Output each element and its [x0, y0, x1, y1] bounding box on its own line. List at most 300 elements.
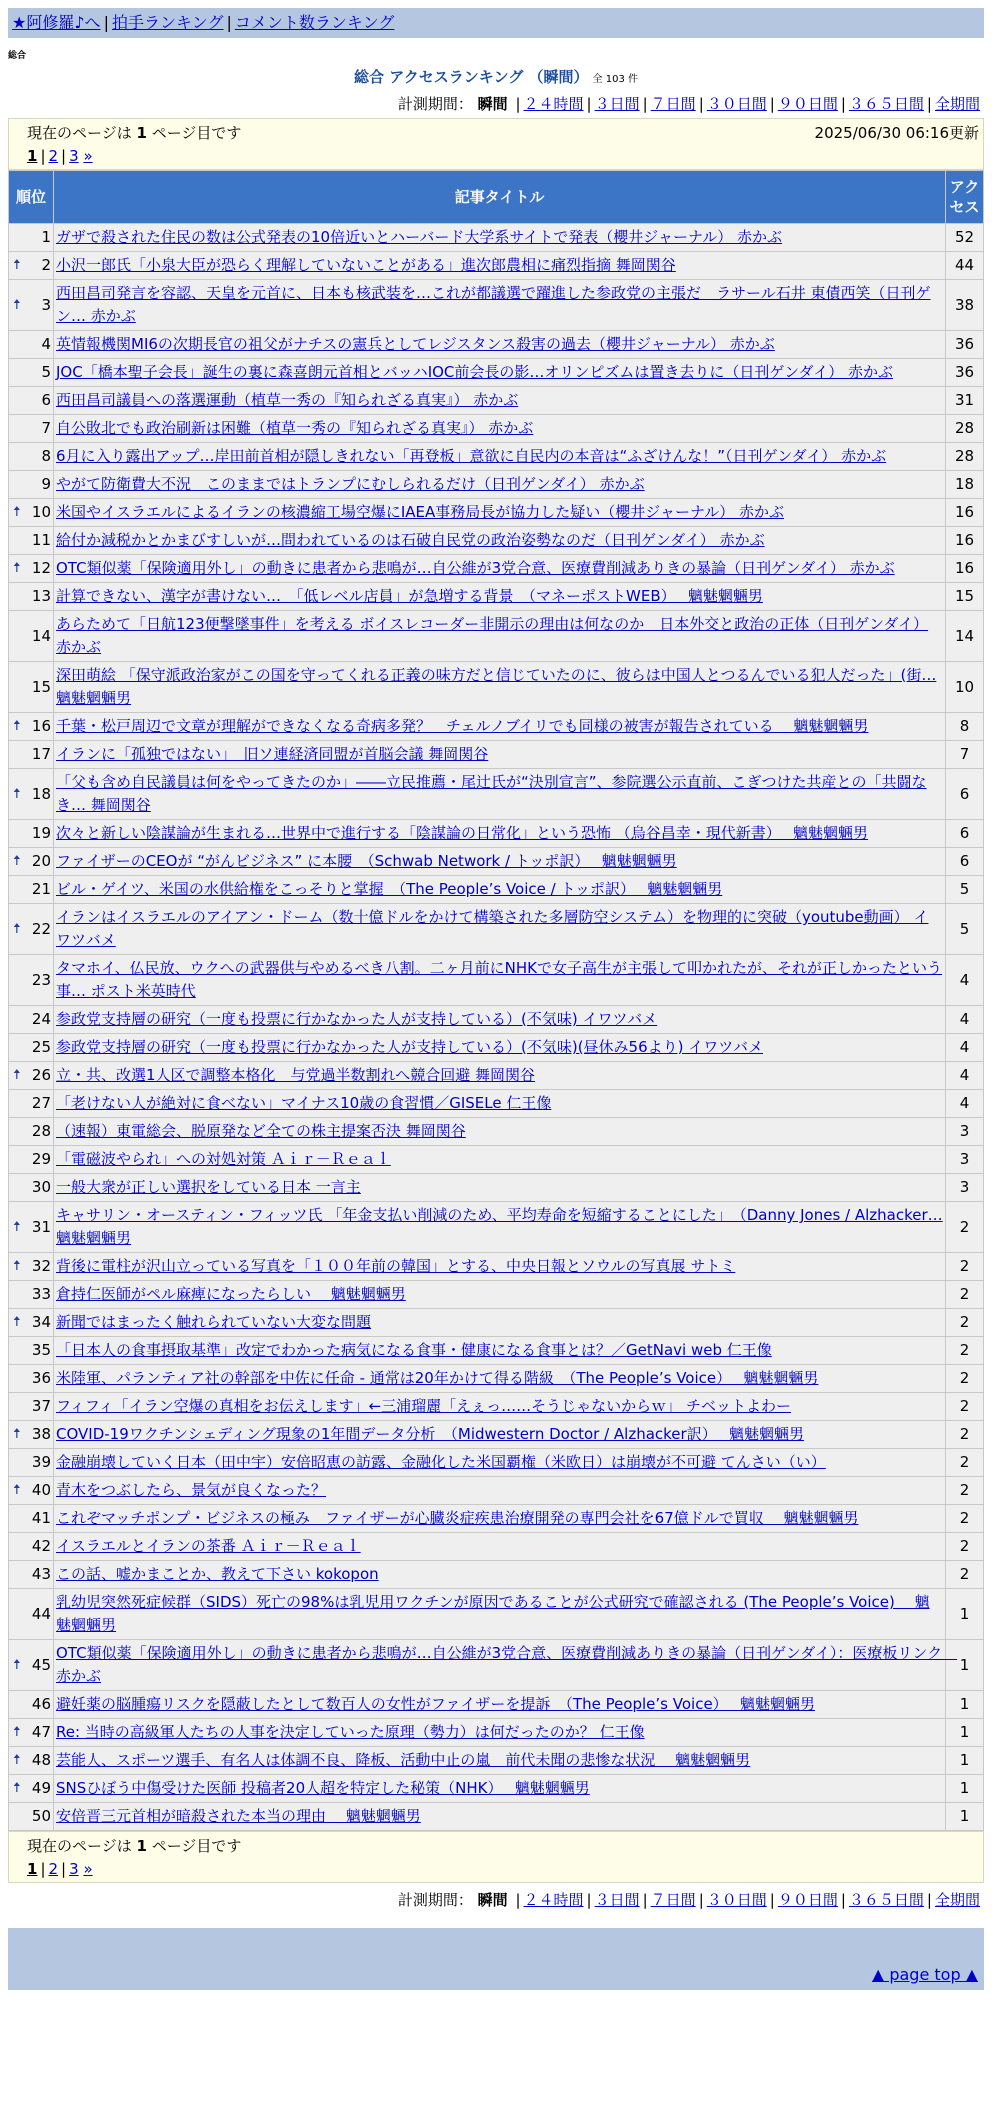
- access-count: 14: [946, 611, 984, 662]
- rank-cell: [9, 1477, 54, 1505]
- rank-cell: [9, 1803, 54, 1831]
- page-top-link[interactable]: ▲ page top ▲: [871, 1965, 978, 1984]
- page-status-panel-top: [8, 118, 984, 170]
- period-option-link[interactable]: ３日間: [594, 1891, 640, 1909]
- article-title-link[interactable]: COVID-19ワクチンシェディング現象の1年間データ分析 （Midwestern Doctor / Alzhacker訳） 魑魅魍魎男: [56, 1425, 804, 1443]
- period-separator: |: [642, 1891, 648, 1909]
- access-count: 2: [946, 1393, 984, 1421]
- article-title-link[interactable]: タマホイ、仏民放、ウクへの武器供与やめるべき八割。二ヶ月前にNHKで女子高生が主張して叩かれたが、それが正しかったという事… ポスト米英時代: [56, 959, 942, 1000]
- rank-cell: [9, 1449, 54, 1477]
- access-count: 1: [946, 1691, 984, 1719]
- article-title-link[interactable]: 金融崩壊していく日本（田中宇）安倍昭恵の訪露、金融化した米国覇権（米欧日）は崩壊が不可避 てんさい（い）: [56, 1453, 826, 1471]
- rank-cell: [9, 443, 54, 471]
- rank-cell: [9, 1118, 54, 1146]
- period-label-bottom: 計測期間：: [397, 1891, 473, 1909]
- article-title-link[interactable]: フィフィ「イラン空爆の真相をお伝えします」←三浦瑠麗「えぇっ……そうじゃないからｗ」 チベットよわー: [56, 1397, 791, 1415]
- access-count: 1: [946, 1747, 984, 1775]
- access-count: 6: [946, 848, 984, 876]
- period-option-link[interactable]: ９０日間: [777, 95, 838, 113]
- rank-up-arrow-icon: 🠅: [13, 1724, 21, 1740]
- rank-cell: [9, 471, 54, 499]
- period-separator: |: [926, 95, 932, 113]
- rank-up-arrow-icon: 🠅: [13, 853, 21, 869]
- access-count: 6: [946, 820, 984, 848]
- article-title-link[interactable]: イスラエルとイランの茶番 Ａｉｒ－Ｒｅａｌ: [56, 1537, 361, 1555]
- rank-number: 12: [31, 559, 51, 577]
- article-title-link[interactable]: 背後に電柱が沢山立っている写真を「１００年前の韓国」とする、中央日報とソウルの写真展 サトミ: [56, 1257, 736, 1275]
- article-title-link[interactable]: 千葉・松戸周辺で文章が理解ができなくなる奇病多発？ チェルノブイリでも同様の被害が報告されている 魑魅魍魎男: [56, 717, 869, 735]
- top-nav-bar: ★阿修羅♪へ | 拍手ランキング | コメント数ランキング: [8, 8, 984, 38]
- rank-number: 1: [41, 228, 51, 246]
- table-row: [9, 527, 984, 555]
- access-count: 2: [946, 1202, 984, 1253]
- rank-number: 33: [31, 1285, 51, 1303]
- article-title-link[interactable]: 英情報機関MI6の次期長官の祖父がナチスの憲兵としてレジスタンス殺害の過去（櫻井ジャーナル） 赤かぶ: [56, 335, 775, 353]
- rank-up-arrow-icon: 🠅: [13, 1067, 21, 1083]
- table-row: [9, 1691, 984, 1719]
- rank-number: 13: [31, 587, 51, 605]
- table-row: [9, 1393, 984, 1421]
- title-cell: [54, 415, 946, 443]
- article-title-link[interactable]: 小沢一郎氏「小泉大臣が恐らく理解していないことがある」進次郎農相に痛烈指摘 舞岡関谷: [56, 256, 676, 274]
- access-count: 31: [946, 387, 984, 415]
- period-option-link[interactable]: ２４時間: [523, 1891, 584, 1909]
- title-cell: [54, 387, 946, 415]
- rank-number: 28: [31, 1122, 51, 1140]
- title-cell: [54, 1146, 946, 1174]
- article-title-link[interactable]: 安倍晋三元首相が暗殺された本当の理由 魑魅魍魎男: [56, 1807, 421, 1825]
- article-title-link[interactable]: 新聞ではまったく触れられていない大変な問題: [56, 1313, 372, 1331]
- article-title-link[interactable]: 乳幼児突然死症候群（SIDS）死亡の98%は乳児用ワクチンが原因であることが公式研究で確認される (The People’s Voice) 魑魅魍魎男: [56, 1593, 930, 1634]
- rank-number: 8: [41, 447, 51, 465]
- rank-up-arrow-icon: 🠅: [13, 920, 21, 937]
- table-row: [9, 848, 984, 876]
- article-title-link[interactable]: イランはイスラエルのアイアン・ドーム（数十億ドルをかけて構築された多層防空システム）を物理的に突破（youtube動画） イワツバメ: [56, 908, 929, 949]
- article-title-link[interactable]: JOC「橋本聖子会長」誕生の裏に森喜朗元首相とバッハIOC前会長の影…オリンピズムは置き去りに（日刊ゲンダイ） 赤かぶ: [56, 363, 893, 381]
- rank-number: 47: [31, 1723, 51, 1741]
- period-option-link[interactable]: ３６５日間: [848, 1891, 924, 1909]
- table-row: [9, 471, 984, 499]
- rank-number: 35: [31, 1341, 51, 1359]
- rank-cell: [9, 955, 54, 1006]
- rank-cell: [9, 1589, 54, 1640]
- rank-cell: [9, 611, 54, 662]
- rank-cell: [9, 1421, 54, 1449]
- rank-cell: [9, 583, 54, 611]
- rank-number: 31: [31, 1217, 51, 1236]
- period-option-link[interactable]: ９０日間: [777, 1891, 838, 1909]
- rank-number: 48: [31, 1751, 51, 1769]
- table-row: [9, 1090, 984, 1118]
- access-count: 4: [946, 955, 984, 1006]
- access-count: 2: [946, 1421, 984, 1449]
- article-title-link[interactable]: OTC類似薬「保険適用外し」の動きに患者から悲鳴が…自公維が3党合意、医療費削減ありきの暴論（日刊ゲンダイ） 赤かぶ: [56, 559, 895, 577]
- period-option-link[interactable]: ３日間: [594, 95, 640, 113]
- title-cell: [54, 1589, 946, 1640]
- rank-cell: [9, 1174, 54, 1202]
- rank-number: 20: [31, 852, 51, 870]
- rank-number: 3: [41, 295, 51, 314]
- access-count: 10: [946, 662, 984, 713]
- article-title-link[interactable]: イランに「孤独ではない」 旧ソ連経済同盟が首脳会議 舞岡関谷: [56, 745, 489, 763]
- title-cell: [54, 1090, 946, 1118]
- title-cell: [54, 1533, 946, 1561]
- title-cell: [54, 611, 946, 662]
- table-row: [9, 499, 984, 527]
- access-count: 5: [946, 876, 984, 904]
- access-count: 18: [946, 471, 984, 499]
- article-title-link[interactable]: 計算できない、漢字が書けない… 「低レベル店員」が急増する背景 （マネーポストWEB） 魑魅魍魎男: [56, 587, 763, 605]
- table-row: [9, 224, 984, 252]
- period-option-link[interactable]: ７日間: [650, 95, 696, 113]
- period-option-link[interactable]: ３０日間: [706, 1891, 767, 1909]
- pager-separator: |: [40, 147, 46, 165]
- article-title-link[interactable]: 避妊薬の脳腫瘍リスクを隠蔽したとして数百人の女性がファイザーを提訴 （The People’s Voice） 魑魅魍魎男: [56, 1695, 815, 1713]
- rank-number: 32: [31, 1257, 51, 1275]
- period-selector-top: [0, 93, 980, 114]
- rank-cell: [9, 1309, 54, 1337]
- header-title: 記事タイトル: [54, 171, 946, 224]
- period-option-link[interactable]: ７日間: [650, 1891, 696, 1909]
- footer-bar: [8, 1928, 984, 1960]
- ranking-title-text: 総合 アクセスランキング （瞬間）: [354, 68, 589, 86]
- article-title-link[interactable]: 深田萌絵 「保守派政治家がこの国を守ってくれる正義の味方だと信じていたのに、彼らは中国人とつるんでいる犯人だった」(街… 魑魅魍魎男: [56, 666, 937, 707]
- access-count: 3: [946, 1174, 984, 1202]
- rank-cell: [9, 252, 54, 280]
- access-count: 2: [946, 1337, 984, 1365]
- rank-up-arrow-icon: 🠅: [13, 1426, 21, 1442]
- rank-cell: [9, 1034, 54, 1062]
- rank-cell: [9, 555, 54, 583]
- rank-number: 44: [31, 1604, 51, 1623]
- table-row: [9, 555, 984, 583]
- table-row: [9, 1775, 984, 1803]
- article-title-link[interactable]: 次々と新しい陰謀論が生まれる…世界中で進行する「陰謀論の日常化」という恐怖 （烏谷昌幸・現代新書） 魑魅魍魎男: [56, 824, 869, 842]
- home-link[interactable]: ★阿修羅♪へ: [12, 13, 101, 32]
- title-cell: [54, 1449, 946, 1477]
- rank-cell: [9, 1393, 54, 1421]
- rank-up-arrow-icon: 🠅: [13, 1656, 21, 1673]
- rank-cell: [9, 741, 54, 769]
- rank-cell: [9, 527, 54, 555]
- rank-cell: [9, 1691, 54, 1719]
- access-count: 16: [946, 499, 984, 527]
- pager-top: [27, 147, 977, 165]
- table-row: [9, 904, 984, 955]
- table-row: [9, 1449, 984, 1477]
- title-cell: [54, 1640, 958, 1691]
- period-separator: |: [515, 95, 521, 113]
- table-row: [9, 331, 984, 359]
- period-separator: |: [840, 1891, 846, 1909]
- access-count: 7: [946, 741, 984, 769]
- title-cell: [54, 1421, 946, 1449]
- page-status-number-bottom: 1: [136, 1837, 147, 1855]
- article-title-link[interactable]: 一般大衆が正しい選択をしている日本 一言主: [56, 1178, 361, 1196]
- rank-cell: [9, 1640, 54, 1691]
- table-row: [9, 387, 984, 415]
- table-row: [9, 1118, 984, 1146]
- ranking-table: [8, 170, 984, 1831]
- article-title-link[interactable]: キャサリン・オースティン・フィッツ氏 「年金支払い削減のため、平均寿命を短縮することにした」 （Danny Jones / Alzhacker… 魑魅魍魎男: [56, 1206, 943, 1247]
- period-option-link[interactable]: 全期間: [934, 95, 980, 113]
- rank-cell: [9, 820, 54, 848]
- rank-cell: [9, 1006, 54, 1034]
- table-row: [9, 1719, 984, 1747]
- article-title-link[interactable]: Re: 当時の高級軍人たちの人事を決定していった原理（勢力）は何だったのか？ 仁王像: [56, 1723, 645, 1741]
- table-row: [9, 955, 984, 1006]
- rank-cell: [9, 1365, 54, 1393]
- table-row: [9, 1202, 984, 1253]
- table-row: [9, 1365, 984, 1393]
- period-separator: |: [698, 95, 704, 113]
- rank-number: 46: [31, 1695, 51, 1713]
- article-title-link[interactable]: この話、嘘かまことか、教えて下さい kokopon: [56, 1565, 379, 1583]
- page-status-bottom: [27, 1835, 977, 1856]
- page-status-prefix-bottom: 現在のページは: [27, 1837, 137, 1855]
- rank-cell: [9, 1281, 54, 1309]
- period-selector-bottom: [0, 1889, 980, 1910]
- table-row: [9, 1589, 984, 1640]
- access-count: 2: [946, 1309, 984, 1337]
- article-title-link[interactable]: 6月に入り露出アップ…岸田前首相が隠しきれない「再登板」意欲に自民内の本音は“ふざけんな！”（日刊ゲンダイ） 赤かぶ: [56, 447, 887, 465]
- title-cell: [54, 443, 946, 471]
- article-title-link[interactable]: 芸能人、スポーツ選手、有名人は体調不良、降板、活動中止の嵐 前代未聞の悲惨な状況 魑魅魍魎男: [56, 1751, 751, 1769]
- rank-number: 50: [31, 1807, 51, 1825]
- rank-cell: [9, 1062, 54, 1090]
- table-row: [9, 1747, 984, 1775]
- total-count: 全 103 件: [592, 74, 638, 85]
- rank-number: 19: [31, 824, 51, 842]
- title-cell: [54, 904, 946, 955]
- title-cell: [54, 741, 946, 769]
- title-cell: [54, 1202, 946, 1253]
- rank-number: 41: [31, 1509, 51, 1527]
- rank-number: 26: [31, 1066, 51, 1084]
- comment-ranking-link[interactable]: コメント数ランキング: [234, 13, 395, 32]
- article-title-link[interactable]: あらためて「日航123便撃墜事件」を考える ボイスレコーダー非開示の理由は何なのか 日本外交と政治の正体（日刊ゲンダイ） 赤かぶ: [56, 615, 929, 656]
- rank-number: 42: [31, 1537, 51, 1555]
- rank-up-arrow-icon: 🠅: [13, 785, 21, 802]
- period-separator: |: [840, 95, 846, 113]
- article-title-link[interactable]: 米国やイスラエルによるイランの核濃縮工場空爆にIAEA事務局長が協力した疑い（櫻井ジャーナル） 赤かぶ: [56, 503, 784, 521]
- article-title-link[interactable]: 「電磁波やられ」への対処対策 Ａｉｒ－Ｒｅａｌ: [56, 1150, 391, 1168]
- pager-next-link[interactable]: »: [83, 147, 93, 165]
- rank-number: 9: [41, 475, 51, 493]
- access-count: 4: [946, 1034, 984, 1062]
- access-count: 2: [946, 1505, 984, 1533]
- rank-number: 34: [31, 1313, 51, 1331]
- period-separator: |: [926, 1891, 932, 1909]
- rank-number: 18: [31, 784, 51, 803]
- title-cell: [54, 876, 946, 904]
- rank-up-arrow-icon: 🠅: [13, 1218, 21, 1235]
- rank-cell: [9, 1202, 54, 1253]
- table-row: [9, 820, 984, 848]
- article-title-link[interactable]: SNSひぼう中傷受けた医師 投稿者20人超を特定した秘策（NHK） 魑魅魍魎男: [56, 1779, 590, 1797]
- access-count: 1: [946, 1640, 984, 1691]
- article-title-link[interactable]: （速報）東電総会、脱原発など全ての株主提案否決 舞岡関谷: [56, 1122, 466, 1140]
- title-cell: [54, 471, 946, 499]
- rank-cell: [9, 769, 54, 820]
- rank-cell: [9, 280, 54, 331]
- rank-cell: [9, 662, 54, 713]
- rank-cell: [9, 1253, 54, 1281]
- access-count: 2: [946, 1477, 984, 1505]
- table-row: [9, 1561, 984, 1589]
- access-count: 36: [946, 331, 984, 359]
- access-count: 36: [946, 359, 984, 387]
- article-title-link[interactable]: これぞマッチポンプ・ビジネスの極み ファイザーが心臓炎症疾患治療開発の専門会社を67億ドルで買収 魑魅魍魎男: [56, 1509, 859, 1527]
- pager-separator: |: [61, 147, 67, 165]
- rank-number: 11: [31, 531, 51, 549]
- period-current-bottom: 瞬間: [477, 1891, 508, 1909]
- section-label: 総合: [8, 51, 27, 61]
- title-cell: [54, 1062, 946, 1090]
- article-title-link[interactable]: ファイザーのCEOが “がんビジネス” に本腰 （Schwab Network / トッポ訳） 魑魅魍魎男: [56, 852, 677, 870]
- rank-number: 49: [31, 1779, 51, 1797]
- article-title-link[interactable]: 給付か減税かとかまびすしいが…問われているのは石破自民党の政治姿勢なのだ（日刊ゲンダイ） 赤かぶ: [56, 531, 765, 549]
- page-status-prefix: 現在のページは: [27, 124, 137, 142]
- rank-number: 40: [31, 1481, 51, 1499]
- table-row: [9, 1640, 984, 1691]
- title-cell: [54, 252, 946, 280]
- pager-page-link[interactable]: 2: [48, 147, 59, 165]
- rank-number: 24: [31, 1010, 51, 1028]
- article-title-link[interactable]: ビル・ゲイツ、米国の水供給権をこっそりと掌握 （The People’s Voice / トッポ訳） 魑魅魍魎男: [56, 880, 723, 898]
- period-option-link[interactable]: 全期間: [934, 1891, 980, 1909]
- rank-up-arrow-icon: 🠅: [13, 296, 21, 313]
- title-cell: [54, 1561, 946, 1589]
- table-row: [9, 662, 984, 713]
- article-title-link[interactable]: 青木をつぶしたら、景気が良くなった？: [56, 1481, 327, 1499]
- title-cell: [54, 1118, 946, 1146]
- access-count: 2: [946, 1281, 984, 1309]
- rank-cell: [9, 1533, 54, 1561]
- access-count: 1: [946, 1775, 984, 1803]
- table-row: [9, 1253, 984, 1281]
- table-header-row: [9, 171, 984, 224]
- rank-number: 23: [31, 970, 51, 989]
- title-cell: [54, 1253, 946, 1281]
- access-count: 2: [946, 1533, 984, 1561]
- access-count: 1: [946, 1719, 984, 1747]
- access-count: 15: [946, 583, 984, 611]
- article-title-link[interactable]: 参政党支持層の研究（一度も投票に行かなかった人が支持している）(不気味)(昼休み56より) イワツバメ: [56, 1038, 763, 1056]
- rank-number: 36: [31, 1369, 51, 1387]
- article-title-link[interactable]: 米陸軍、パランティア社の幹部を中佐に任命 - 通常は20年かけて得る階級 （The People’s Voice） 魑魅魍魎男: [56, 1369, 819, 1387]
- pager-next-link[interactable]: »: [83, 1860, 93, 1878]
- article-title-link[interactable]: 倉持仁医師がペル麻痺になったらしい 魑魅魍魎男: [56, 1285, 406, 1303]
- rank-up-arrow-icon: 🠅: [13, 504, 21, 520]
- table-row: [9, 359, 984, 387]
- period-label: 計測期間：: [397, 95, 473, 113]
- period-options: [512, 95, 980, 113]
- pager-current-page: 1: [27, 1860, 38, 1878]
- title-cell: [54, 1803, 946, 1831]
- rank-up-arrow-icon: 🠅: [13, 560, 21, 576]
- title-cell: [54, 955, 946, 1006]
- article-title-link[interactable]: 西田昌司発言を容認、天皇を元首に、日本も核武装を…これが都議選で躍進した参政党の主張だ ラサール石井 東債西笑（日刊ゲン… 赤かぶ: [56, 284, 931, 325]
- article-title-link[interactable]: ガザで殺された住民の数は公式発表の10倍近いとハーバード大学系サイトで発表（櫻井ジャーナル） 赤かぶ: [56, 228, 783, 246]
- rank-up-arrow-icon: 🠅: [13, 1314, 21, 1330]
- rank-number: 45: [31, 1655, 51, 1674]
- pager-page-link[interactable]: 2: [48, 1860, 59, 1878]
- table-row: [9, 415, 984, 443]
- table-row: [9, 611, 984, 662]
- article-title-link[interactable]: OTC類似薬「保険適用外し」の動きに患者から悲鳴が…自公維が3党合意、医療費削減ありきの暴論（日刊ゲンダイ）：医療板リンク 赤かぶ: [56, 1644, 958, 1685]
- title-cell: [54, 662, 946, 713]
- title-cell: [54, 713, 946, 741]
- pager-page-link[interactable]: 3: [69, 147, 79, 165]
- rank-number: 15: [31, 677, 51, 696]
- title-cell: [54, 769, 946, 820]
- access-count: 2: [946, 1561, 984, 1589]
- table-row: [9, 583, 984, 611]
- access-count: 52: [946, 224, 984, 252]
- article-title-link[interactable]: 自公敗北でも政治刷新は困難（植草一秀の『知られざる真実』） 赤かぶ: [56, 419, 534, 437]
- page-top-bar: [8, 1960, 984, 1990]
- rank-number: 5: [41, 363, 51, 381]
- rank-number: 27: [31, 1094, 51, 1112]
- table-row: [9, 443, 984, 471]
- article-title-link[interactable]: 「父も含め自民議員は何をやってきたのか」――立民推薦・尾辻氏が“決別宣言”、参院選公示直前、こぎつけた共産との「共闘なき… 舞岡関谷: [56, 773, 927, 814]
- table-row: [9, 1006, 984, 1034]
- period-option-link[interactable]: ２４時間: [523, 95, 584, 113]
- period-option-link[interactable]: ３０日間: [706, 95, 767, 113]
- rank-cell: [9, 1719, 54, 1747]
- rank-number: 21: [31, 880, 51, 898]
- article-title-link[interactable]: 参政党支持層の研究（一度も投票に行かなかった人が支持している）(不気味) イワツバメ: [56, 1010, 658, 1028]
- rank-up-arrow-icon: 🠅: [13, 1780, 21, 1796]
- rank-up-arrow-icon: 🠅: [13, 1258, 21, 1274]
- pager-page-link[interactable]: 3: [69, 1860, 79, 1878]
- period-option-link[interactable]: ３６５日間: [848, 95, 924, 113]
- article-title-link[interactable]: 「老けない人が絶対に食べない」マイナス10歳の食習慣／GISELe 仁王像: [56, 1094, 552, 1112]
- period-separator: |: [698, 1891, 704, 1909]
- title-cell: [54, 820, 946, 848]
- rank-number: 14: [31, 626, 51, 645]
- rank-cell: [9, 415, 54, 443]
- article-title-link[interactable]: やがて防衛費大不況 このままではトランプにむしられるだけ（日刊ゲンダイ） 赤かぶ: [56, 475, 645, 493]
- access-count: 4: [946, 1090, 984, 1118]
- title-cell: [54, 1337, 946, 1365]
- table-row: [9, 280, 984, 331]
- table-row: [9, 1174, 984, 1202]
- article-title-link[interactable]: 立・共、改選1人区で調整本格化 与党過半数割れへ競合回避 舞岡関谷: [56, 1066, 536, 1084]
- rank-number: 17: [31, 745, 51, 763]
- table-row: [9, 876, 984, 904]
- table-row: [9, 1505, 984, 1533]
- table-row: [9, 1281, 984, 1309]
- title-cell: [54, 1477, 946, 1505]
- access-count: 4: [946, 1006, 984, 1034]
- article-title-link[interactable]: 「日本人の食事摂取基準」改定でわかった病気になる食事・健康になる食事とは？／GetNavi web 仁王像: [56, 1341, 772, 1359]
- period-separator: |: [515, 1891, 521, 1909]
- clap-ranking-link[interactable]: 拍手ランキング: [111, 13, 224, 32]
- rank-number: 43: [31, 1565, 51, 1583]
- title-cell: [54, 1006, 946, 1034]
- table-row: [9, 1146, 984, 1174]
- rank-number: 16: [31, 717, 51, 735]
- rank-up-arrow-icon: 🠅: [13, 718, 21, 734]
- period-separator: |: [586, 1891, 592, 1909]
- table-row: [9, 252, 984, 280]
- article-title-link[interactable]: 西田昌司議員への落選運動（植草一秀の『知られざる真実』） 赤かぶ: [56, 391, 519, 409]
- access-count: 3: [946, 1118, 984, 1146]
- title-cell: [54, 224, 946, 252]
- rank-number: 6: [41, 391, 51, 409]
